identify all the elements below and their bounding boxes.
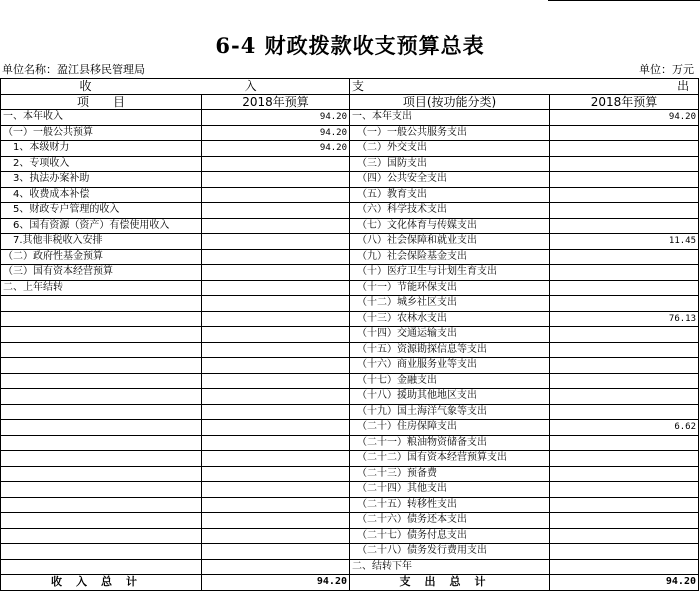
income-right-char: 入 xyxy=(244,79,257,94)
income-item-cell: 2、专项收入 xyxy=(1,156,202,172)
expense-value-cell xyxy=(550,172,699,188)
unit-name: 单位名称：盈江县移民管理局 xyxy=(2,63,145,76)
expense-item-cell: （二十一）粮油物资储备支出 xyxy=(350,435,550,451)
table-row xyxy=(1,404,699,420)
budget-table xyxy=(0,78,699,591)
expense-item-cell: （二十四）其他支出 xyxy=(350,482,550,498)
table-row xyxy=(1,342,699,358)
income-item-cell xyxy=(1,528,202,544)
income-item-cell: 二、上年结转 xyxy=(1,280,202,296)
income-item-cell xyxy=(1,342,202,358)
expense-value-cell xyxy=(550,513,699,529)
expense-item-cell: （十三）农林水支出 xyxy=(350,311,550,327)
income-item-cell xyxy=(1,296,202,312)
expense-left-char: 支 xyxy=(352,79,365,94)
expense-total-label: 支出总计 xyxy=(350,575,550,591)
income-item-cell: 6、国有资源（资产）有偿使用收入 xyxy=(1,218,202,234)
expense-item-cell: （十七）金融支出 xyxy=(350,373,550,389)
expense-value-cell xyxy=(550,389,699,405)
income-item-cell xyxy=(1,466,202,482)
table-row xyxy=(1,358,699,374)
expense-value-cell xyxy=(550,187,699,203)
expense-item-cell: 二、结转下年 xyxy=(350,559,550,575)
expense-value-cell xyxy=(550,544,699,560)
income-value-cell xyxy=(202,296,350,312)
expense-item-cell: （二十八）债务发行费用支出 xyxy=(350,544,550,560)
income-value-cell xyxy=(202,342,350,358)
income-value-cell xyxy=(202,280,350,296)
income-item-cell: 7.其他非税收入安排 xyxy=(1,234,202,250)
income-value-cell xyxy=(202,234,350,250)
expense-value-cell xyxy=(550,435,699,451)
table-row xyxy=(1,110,699,126)
income-left-char: 收 xyxy=(79,79,92,94)
expense-item-cell: （九）社会保险基金支出 xyxy=(350,249,550,265)
income-value-cell xyxy=(202,404,350,420)
table-row xyxy=(1,141,699,157)
col-budget-header: 2018年预算 xyxy=(202,94,350,110)
table-row xyxy=(1,559,699,575)
expense-item-cell: （十八）援助其他地区支出 xyxy=(350,389,550,405)
income-item-cell xyxy=(1,389,202,405)
income-value-cell xyxy=(202,482,350,498)
table-row xyxy=(1,296,699,312)
income-value-cell: 94.20 xyxy=(202,125,350,141)
expense-value-cell xyxy=(550,296,699,312)
expense-item-cell: （六）科学技术支出 xyxy=(350,203,550,219)
expense-item-cell: （八）社会保障和就业支出 xyxy=(350,234,550,250)
expense-value-cell xyxy=(550,482,699,498)
income-value-cell xyxy=(202,311,350,327)
expense-right-char: 出 xyxy=(677,79,690,94)
expense-value-cell xyxy=(550,156,699,172)
income-item-cell xyxy=(1,373,202,389)
table-row xyxy=(1,420,699,436)
expense-item-cell: （十）医疗卫生与计划生育支出 xyxy=(350,265,550,281)
table-row xyxy=(1,482,699,498)
income-value-cell xyxy=(202,497,350,513)
expense-value-cell xyxy=(550,373,699,389)
table-row xyxy=(1,466,699,482)
expense-value-cell: 76.13 xyxy=(550,311,699,327)
expense-item-cell: （五）教育支出 xyxy=(350,187,550,203)
table-row xyxy=(1,513,699,529)
income-value-cell xyxy=(202,327,350,343)
expense-item-cell: （十九）国土海洋气象等支出 xyxy=(350,404,550,420)
expense-value-cell xyxy=(550,280,699,296)
table-row xyxy=(1,389,699,405)
expense-item-cell: 一、本年支出 xyxy=(350,110,550,126)
expense-value-cell xyxy=(550,358,699,374)
expense-item-cell: （二十七）债务付息支出 xyxy=(350,528,550,544)
table-row xyxy=(1,544,699,560)
income-total-value: 94.20 xyxy=(202,575,350,591)
table-row xyxy=(1,265,699,281)
table-row xyxy=(1,373,699,389)
page-title: 6-4 财政拨款收支预算总表 xyxy=(215,33,485,58)
expense-item-cell: （七）文化体育与传媒支出 xyxy=(350,218,550,234)
income-item-cell: 1、本级财力 xyxy=(1,141,202,157)
expense-total-value: 94.20 xyxy=(550,575,699,591)
table-row xyxy=(1,187,699,203)
expense-value-cell: 6.62 xyxy=(550,420,699,436)
table-row xyxy=(1,528,699,544)
income-value-cell xyxy=(202,249,350,265)
expense-value-cell: 11.45 xyxy=(550,234,699,250)
expense-value-cell xyxy=(550,265,699,281)
expense-value-cell: 94.20 xyxy=(550,110,699,126)
expense-item-cell: （二十五）转移性支出 xyxy=(350,497,550,513)
expense-item-cell: （二十）住房保障支出 xyxy=(350,420,550,436)
income-item-cell: 5、财政专户管理的收入 xyxy=(1,203,202,219)
income-value-cell xyxy=(202,389,350,405)
expense-item-cell: （二）外交支出 xyxy=(350,141,550,157)
total-row xyxy=(1,575,699,591)
income-value-cell xyxy=(202,528,350,544)
expense-value-cell xyxy=(550,528,699,544)
expense-group-header xyxy=(350,79,699,95)
income-item-cell xyxy=(1,451,202,467)
expense-item-cell: （十一）节能环保支出 xyxy=(350,280,550,296)
unit-currency: 单位：万元 xyxy=(639,63,694,76)
income-value-cell xyxy=(202,451,350,467)
expense-value-cell xyxy=(550,559,699,575)
income-item-cell xyxy=(1,420,202,436)
table-row xyxy=(1,451,699,467)
expense-value-cell xyxy=(550,327,699,343)
income-item-cell xyxy=(1,497,202,513)
income-item-cell xyxy=(1,435,202,451)
expense-value-cell xyxy=(550,125,699,141)
expense-value-cell xyxy=(550,342,699,358)
income-item-cell: （一）一般公共预算 xyxy=(1,125,202,141)
income-value-cell xyxy=(202,218,350,234)
col-item-header: 项 目 xyxy=(1,94,202,110)
income-value-cell xyxy=(202,172,350,188)
table-row xyxy=(1,156,699,172)
income-item-cell: 4、收费成本补偿 xyxy=(1,187,202,203)
income-total-label: 收入总计 xyxy=(1,575,202,591)
income-item-cell xyxy=(1,311,202,327)
table-row xyxy=(1,203,699,219)
col-budget-header-b: 2018年预算 xyxy=(550,94,699,110)
table-row xyxy=(1,249,699,265)
expense-value-cell xyxy=(550,141,699,157)
table-row xyxy=(1,280,699,296)
income-value-cell xyxy=(202,435,350,451)
income-item-cell xyxy=(1,513,202,529)
table-row xyxy=(1,218,699,234)
header-row-columns xyxy=(1,94,699,110)
table-row xyxy=(1,327,699,343)
expense-item-cell: （二十六）债务还本支出 xyxy=(350,513,550,529)
expense-item-cell: （十四）交通运输支出 xyxy=(350,327,550,343)
income-value-cell: 94.20 xyxy=(202,110,350,126)
table-row xyxy=(1,497,699,513)
income-item-cell: 一、本年收入 xyxy=(1,110,202,126)
income-value-cell xyxy=(202,466,350,482)
income-item-cell xyxy=(1,559,202,575)
expense-item-cell: （二十三）预备费 xyxy=(350,466,550,482)
table-row xyxy=(1,125,699,141)
income-item-cell xyxy=(1,358,202,374)
income-value-cell: 94.20 xyxy=(202,141,350,157)
col-item-func-header: 项目(按功能分类) xyxy=(350,94,550,110)
income-value-cell xyxy=(202,420,350,436)
expense-value-cell xyxy=(550,249,699,265)
income-item-cell xyxy=(1,482,202,498)
expense-item-cell: （十五）资源勘探信息等支出 xyxy=(350,342,550,358)
income-item-cell: 3、执法办案补助 xyxy=(1,172,202,188)
header-row-group xyxy=(1,79,699,95)
table-row xyxy=(1,234,699,250)
income-item-cell: （三）国有资本经营预算 xyxy=(1,265,202,281)
expense-item-cell: （四）公共安全支出 xyxy=(350,172,550,188)
income-value-cell xyxy=(202,156,350,172)
income-value-cell xyxy=(202,265,350,281)
expense-value-cell xyxy=(550,218,699,234)
expense-value-cell xyxy=(550,451,699,467)
income-value-cell xyxy=(202,513,350,529)
expense-value-cell xyxy=(550,404,699,420)
expense-item-cell: （十二）城乡社区支出 xyxy=(350,296,550,312)
expense-item-cell: （十六）商业服务业等支出 xyxy=(350,358,550,374)
income-value-cell xyxy=(202,544,350,560)
table-row xyxy=(1,311,699,327)
top-rule xyxy=(548,0,700,1)
income-value-cell xyxy=(202,559,350,575)
expense-value-cell xyxy=(550,497,699,513)
income-value-cell xyxy=(202,373,350,389)
expense-value-cell xyxy=(550,203,699,219)
income-item-cell: （二）政府性基金预算 xyxy=(1,249,202,265)
income-item-cell xyxy=(1,327,202,343)
expense-item-cell: （三）国防支出 xyxy=(350,156,550,172)
expense-item-cell: （一）一般公共服务支出 xyxy=(350,125,550,141)
income-value-cell xyxy=(202,187,350,203)
income-item-cell xyxy=(1,404,202,420)
income-group-header xyxy=(1,79,350,95)
table-row xyxy=(1,435,699,451)
income-value-cell xyxy=(202,358,350,374)
income-item-cell xyxy=(1,544,202,560)
expense-value-cell xyxy=(550,466,699,482)
expense-item-cell: （二十二）国有资本经营预算支出 xyxy=(350,451,550,467)
income-value-cell xyxy=(202,203,350,219)
table-row xyxy=(1,172,699,188)
